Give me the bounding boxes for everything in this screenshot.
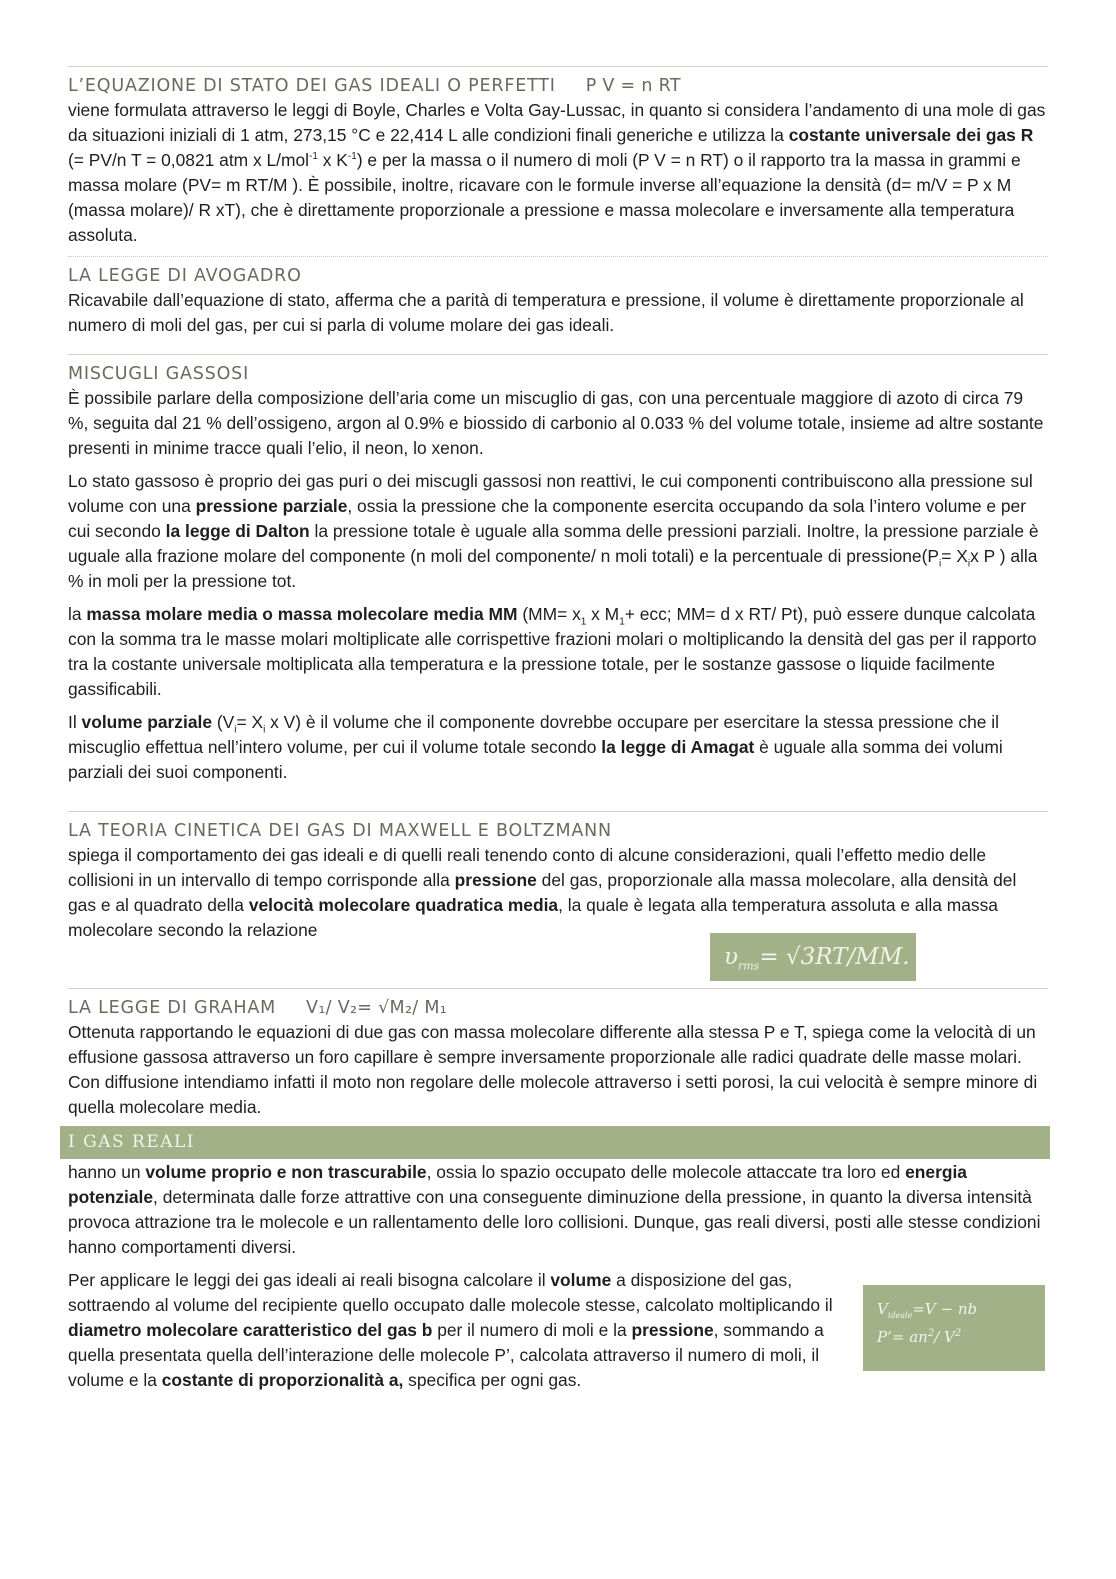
section-heading-gas-reali: I GAS REALI (60, 1126, 1050, 1159)
section-divider (68, 66, 1048, 67)
section-heading-teoria-cinetica: LA TEORIA CINETICA DEI GAS DI MAXWELL E BOLTZMANN (68, 821, 612, 841)
graham-equation: V₁/ V₂= √M₂/ M₁ (306, 998, 448, 1018)
paragraph: Ricavabile dall’equazione di stato, afferma che a parità di temperatura e pressione, il volume è direttamente proporzionale al numero di moli del gas, per cui si parla di volume molare dei gas ideali. (68, 290, 1024, 335)
section-heading-graham: LA LEGGE DI GRAHAM V₁/ V₂= √M₂/ M₁ (68, 998, 448, 1018)
paragraph: la massa molare media o massa molecolare media MM ($MM= x_1$ x $M_1+$ ecc; MM= d x RT/ Pt), può essere dunque calcolata con la somma tra le masse molari moltiplicate alle corrispettive frazioni molari o moltiplicando la densità del gas per il rapporto tra la costante universale moltiplicata alla temperatura e la pressione totale, per le sostanze gassose o liquide facilmente gassificabili. (68, 604, 1037, 699)
pressure-correction-formula: P’= $an^2/$ $V^2$ (877, 1328, 962, 1346)
paragraph: viene formulata attraverso le leggi di Boyle, Charles e Volta Gay-Lussac, in quanto si considera l’andamento di una mole di gas da situazioni iniziali di 1 atm, 273,15 °C e 22,414 L alle condizioni finali generiche e utilizza la costante universale dei gas R (= PV/n T = 0,0821 atm x L/mol$^{-1}$ x $K^{-1}$) e per la massa o il numero di moli (P V = n RT) o il rapporto tra la massa in grammi e massa molare (PV= m RT/M ). È possibile, inoltre, ricavare con le formule inverse all’equazione la densità (d= m/V = P x M (massa molare)/ R xT), che è direttamente proporzionale a pressione e massa molecolare e inversamente alla temperatura assoluta. (68, 100, 1046, 245)
section-heading-avogadro: LA LEGGE DI AVOGADRO (68, 266, 302, 286)
section-divider (68, 811, 1048, 812)
paragraph: È possibile parlare della composizione dell’aria come un miscuglio di gas, con una percentuale maggiore di azoto di circa 79 %, seguita dal 21 % dell’ossigeno, argon al 0.9% e biossido di carbonio al 0.033 % del volume totale, insieme ad altre sostante presenti in minime tracce quali l’elio, il neon, lo xenon. (68, 388, 1044, 458)
document-body (68, 66, 1048, 943)
volume-ideale-formula: $V_{ideale}=V$ − nb (877, 1300, 978, 1320)
real-gas-formula-box (863, 1285, 1045, 1371)
paragraph: Lo stato gassoso è proprio dei gas puri o dei miscugli gassosi non reattivi, le cui componenti contribuiscono alla pressione sul volume con una pressione parziale, ossia la pressione che la componente esercita occupando da sola l’intero volume e per cui secondo la legge di Dalton la pressione totale è uguale alla somma delle pressioni parziali. Inoltre, la pressione parziale è uguale alla frazione molare del componente (n moli del componente/ n moli totali) e la percentuale di $pressione(P_i= X_ix$ P ) alla % in moli per la pressione tot. (68, 471, 1039, 591)
rms-velocity-formula: $\upsilon_{rms}= √3RT/MM$. (710, 933, 916, 981)
paragraph: spiega il comportamento dei gas ideali e di quelli reali tenendo conto di alcune considerazioni, quali l’effetto medio delle collisioni in un intervallo di tempo corrisponde alla pressione del gas, proporzionale alla massa molecolare, alla densità del gas e al quadrato della velocità molecolare quadratica media, la quale è legata alla temperatura assoluta e alla massa molecolare secondo la relazione (68, 845, 1017, 940)
section-heading-equazione-di-stato: L’EQUAZIONE DI STATO DEI GAS IDEALI O PERFETTI P V = n RT (68, 76, 681, 96)
paragraph: hanno un volume proprio e non trascurabile, ossia lo spazio occupato delle molecole attaccate tra loro ed energia potenziale, determinata dalle forze attrattive con una conseguente diminuzione della pressione, in quanto la diversa intensità provoca attrazione tra le molecole e un rallentamento delle loro collisioni. Dunque, gas reali diversi, posti alle stesse condizioni hanno comportamenti diversi. (68, 1162, 1041, 1257)
section-graham (68, 988, 1048, 1120)
paragraph: Ottenuta rapportando le equazioni di due gas con massa molecolare differente alla stessa P e T, spiega come la velocità di un effusione gassosa attraverso un foro capillare è sempre inversamente proporzionale alle radici quadrate delle masse molari. Con diffusione intendiamo infatti il moto non regolare delle molecole attraverso i setti porosi, la cui velocità è sempre minore di quella molecolare media. (68, 1022, 1038, 1117)
section-heading-miscugli-gassosi: MISCUGLI GASSOSI (68, 364, 250, 384)
paragraph: Per applicare le leggi dei gas ideali ai reali bisogna calcolare il volume a disposizione del gas, sottraendo al volume del recipiente quello occupato dalle molecole stesse, calcolato moltiplicando il diametro molecolare caratteristico del gas b per il numero di moli e la pressione, sommando a quella presentata quella dell’interazione delle molecole P’, calcolata attraverso il numero di moli, il volume e la costante di proporzionalità a, specifica per ogni gas. (68, 1270, 833, 1390)
section-divider (68, 354, 1048, 355)
ideal-gas-equation: P V = n RT (585, 76, 681, 96)
paragraph: Il volume parziale ($V_i= X_i$ x V) è il volume che il componente dovrebbe occupare per esercitare la stessa pressione che il miscuglio effettua nell’intero volume, per cui il volume totale secondo la legge di Amagat è uguale alla somma dei volumi parziali dei suoi componenti. (68, 712, 1003, 782)
section-divider (68, 256, 1048, 257)
section-divider (68, 988, 1048, 989)
